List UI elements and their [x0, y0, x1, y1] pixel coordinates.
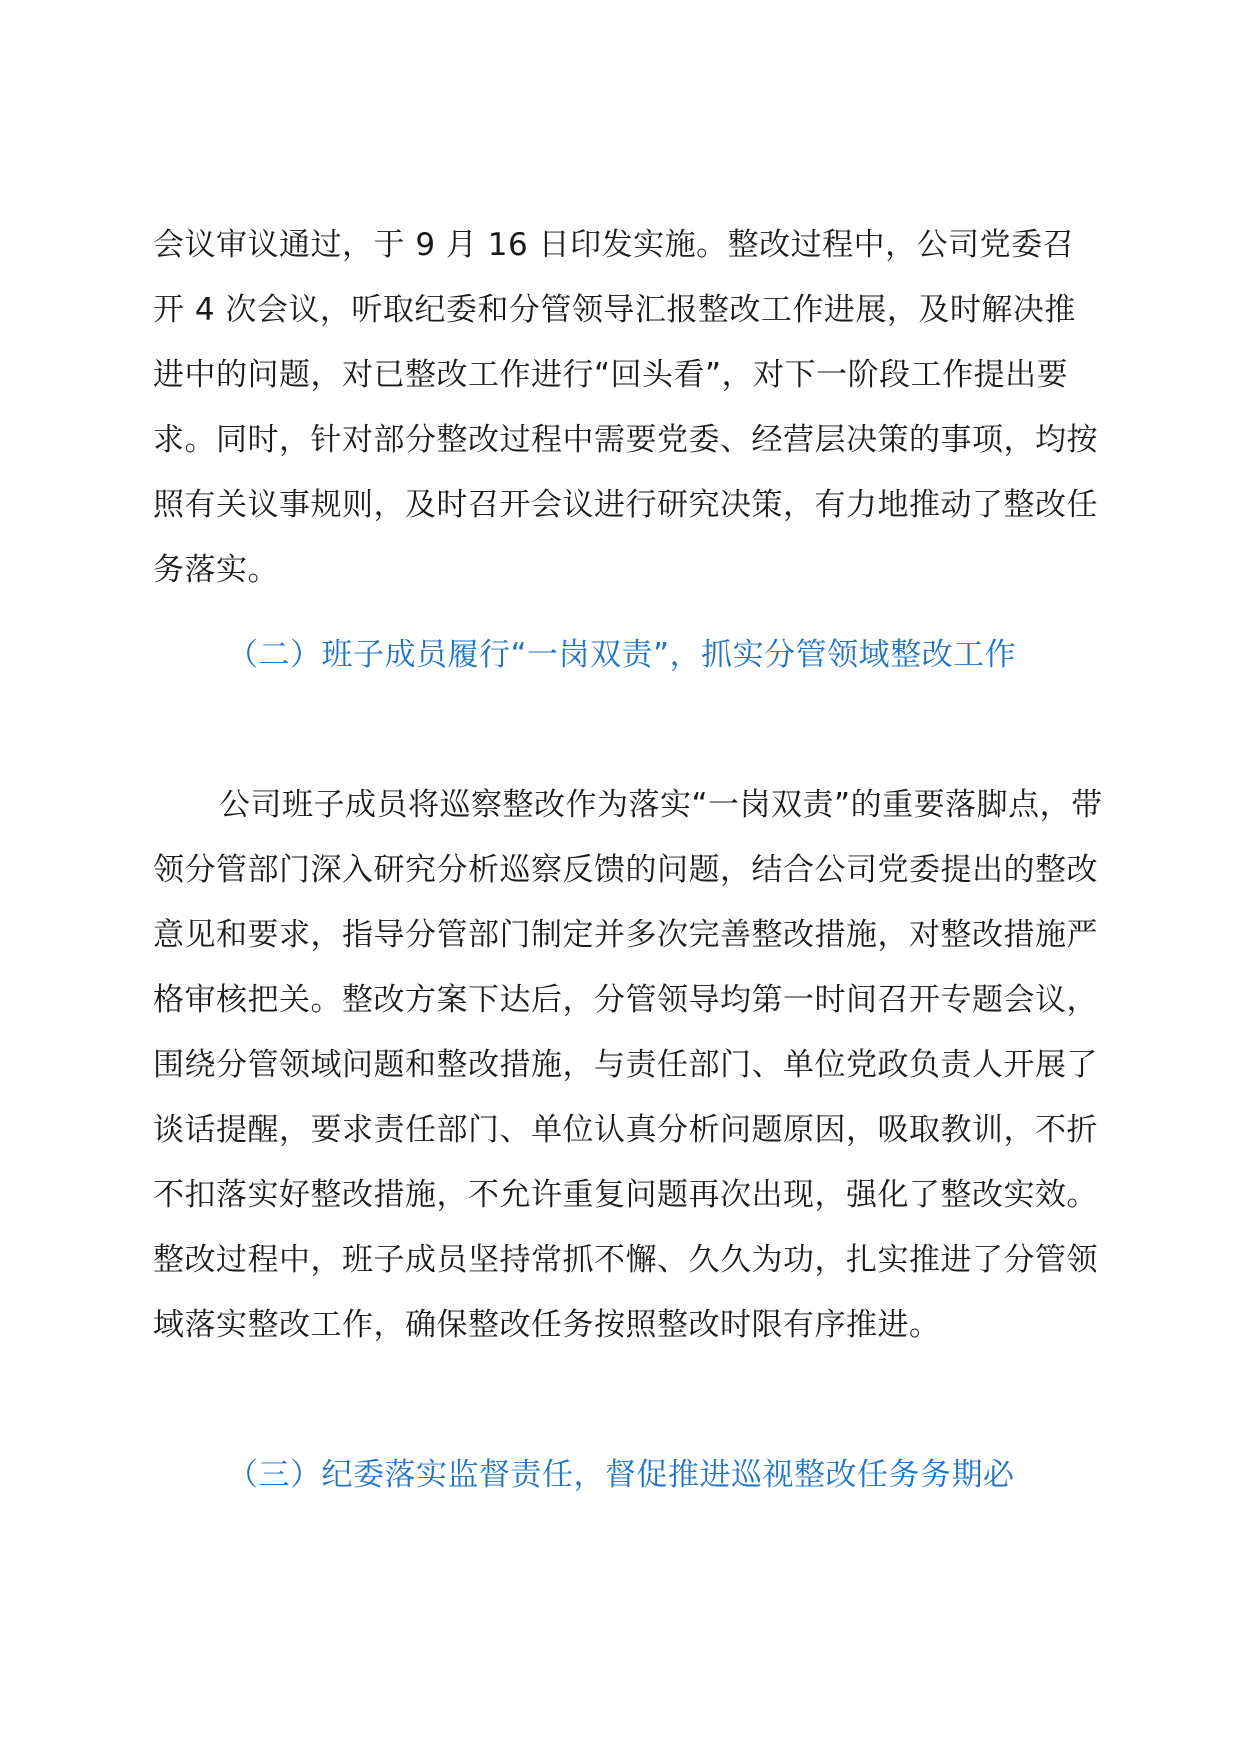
- body-paragraph: 会议审议通过，于 9 月 16 日印发实施。整改过程中，公司党委召开 4 次会议，听取纪委和分管领导汇报整改工作进展，及时解决推进中的问题，对已整改工作进行“回头看”，对下一阶段工作提出要求。同时，针对部分整改过程中需要党委、经营层决策的事项，均按照有关议事规则，及时召开会议进行研究决策，有力地推动了整改任务落实。: [153, 227, 1098, 588]
- section-heading: （二）班子成员履行“一岗双责”，抓实分管领域整改工作: [227, 637, 1017, 673]
- section-heading: （三）纪委落实监督责任，督促推进巡视整改任务务期必: [227, 1457, 1015, 1493]
- body-paragraph: 公司班子成员将巡察整改作为落实“一岗双责”的重要落脚点，带领分管部门深入研究分析巡察反馈的问题，结合公司党委提出的整改意见和要求，指导分管部门制定并多次完善整改措施，对整改措施严格审核把关。整改方案下达后，分管领导均第一时间召开专题会议，围绕分管领域问题和整改措施，与责任部门、单位党政负责人开展了谈话提醒，要求责任部门、单位认真分析问题原因，吸取教训，不折不扣落实好整改措施，不允许重复问题再次出现，强化了整改实效。整改过程中，班子成员坚持常抓不懈、久久为功，扎实推进了分管领域落实整改工作，确保整改任务按照整改时限有序推进。: [153, 787, 1103, 1343]
